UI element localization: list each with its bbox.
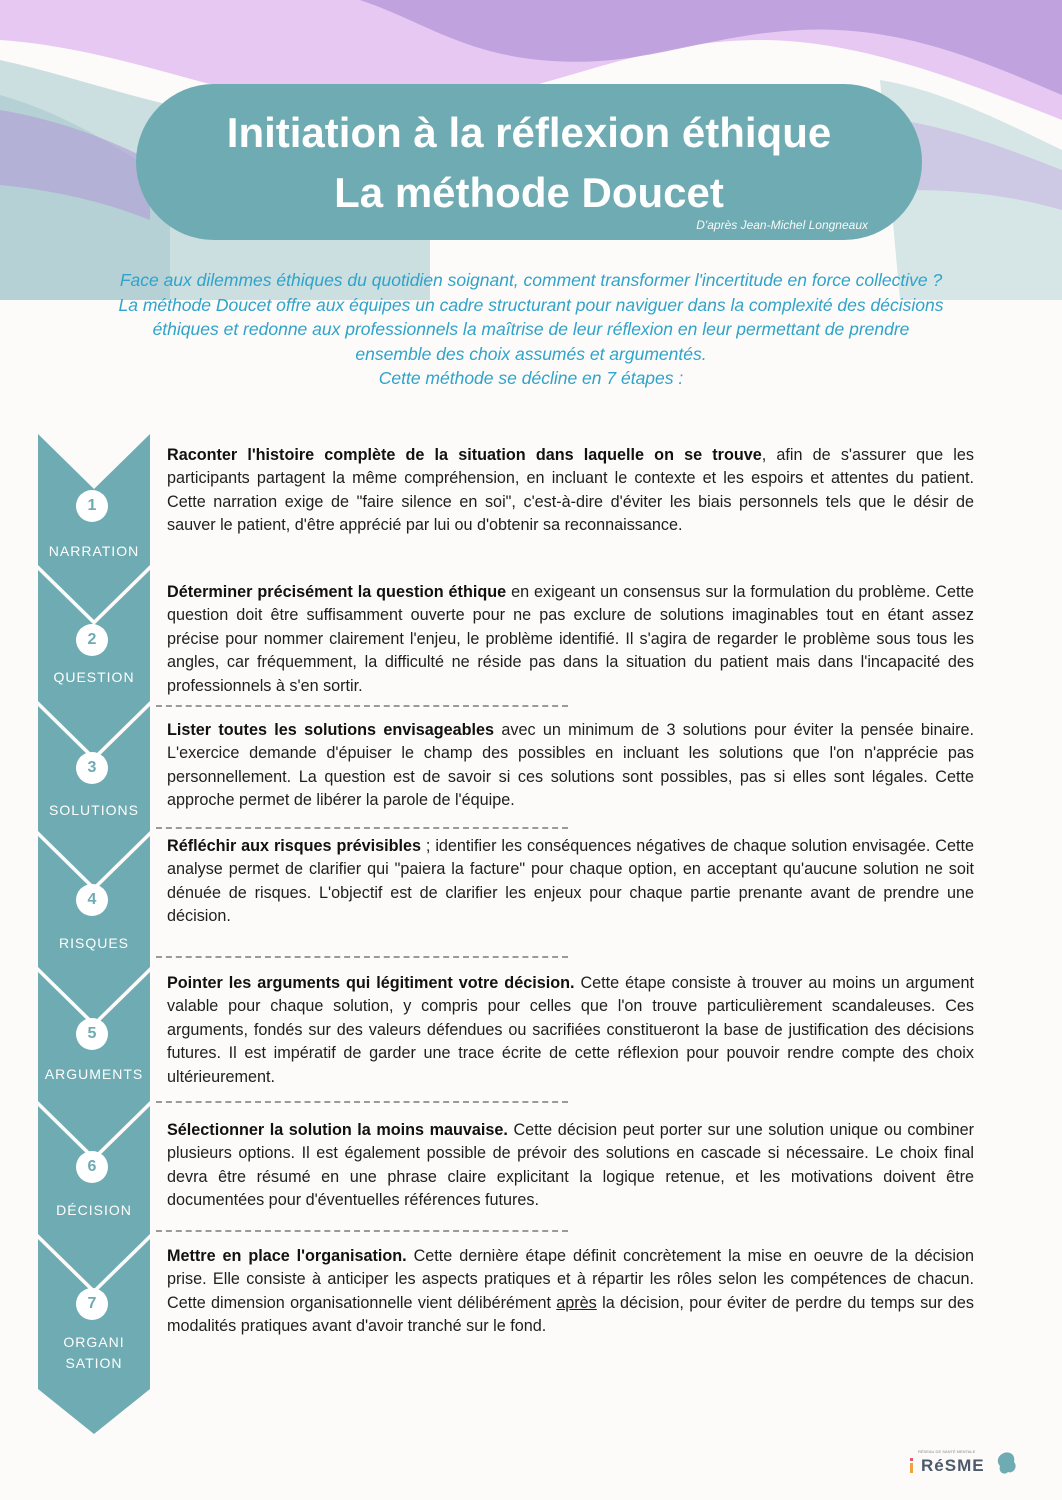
step-7-heading: Mettre en place l'organisation. bbox=[167, 1247, 407, 1265]
step-3-text bbox=[167, 719, 974, 813]
step-number-4: 4 bbox=[76, 884, 108, 916]
step-number-6: 6 bbox=[76, 1151, 108, 1183]
dashed-divider bbox=[156, 827, 568, 829]
step-label-narration: NARRATION bbox=[48, 543, 140, 559]
step-label-organisation-2: SATION bbox=[65, 1355, 123, 1371]
intro-line: Face aux dilemmes éthiques du quotidien soignant, comment transformer l'incertitude en force collective ? bbox=[119, 270, 943, 290]
step-3-heading: Lister toutes les solutions envisageables bbox=[167, 721, 495, 739]
step-1-text bbox=[167, 444, 974, 538]
page-subtitle: La méthode Doucet bbox=[334, 169, 724, 216]
step-number-2: 2 bbox=[76, 624, 108, 656]
page-title: Initiation à la réflexion éthique bbox=[226, 109, 832, 156]
dashed-divider bbox=[156, 705, 568, 707]
step-1-body: , afin de s'assurer que les participants partagent la même compréhension, en incluant le contexte et les espoirs et attentes du patient. Cette narration exige de "faire silence en soi", c'est-à-dire d'éviter les biais personnels tels que le désir de sauver le patient, d'être apprécié par lui ou d'obtenir sa reconnaissance. bbox=[167, 446, 974, 535]
step-label-solutions: SOLUTIONS bbox=[49, 802, 139, 818]
intro-paragraph bbox=[40, 268, 1022, 391]
step-7-emphasis: après bbox=[556, 1293, 597, 1312]
logo-text: RéSME bbox=[921, 1456, 985, 1475]
step-7-text bbox=[167, 1245, 974, 1339]
step-6-text bbox=[167, 1119, 974, 1213]
intro-line: éthiques et redonne aux professionnels la maîtrise de leur réflexion en leur permettant de prendre bbox=[152, 319, 910, 339]
step-7-body-end: la décision, pour éviter de perdre du temps sur des modalités pratiques avant d'avoir tranché sur le fond. bbox=[167, 1293, 974, 1336]
step-number-7: 7 bbox=[76, 1288, 108, 1320]
intro-line: La méthode Doucet offre aux équipes un cadre structurant pour naviguer dans la complexité des décisions bbox=[118, 294, 944, 315]
step-label-question: QUESTION bbox=[53, 669, 135, 685]
dashed-divider bbox=[156, 1101, 568, 1103]
step-6-heading: Sélectionner la solution la moins mauvaise. bbox=[167, 1121, 508, 1139]
step-number-3: 3 bbox=[76, 752, 108, 784]
step-1-heading: Raconter l'histoire complète de la situation dans laquelle on se trouve bbox=[167, 446, 762, 464]
dashed-divider bbox=[156, 956, 568, 958]
step-number-1: 1 bbox=[76, 490, 108, 522]
dashed-divider bbox=[156, 1230, 568, 1232]
step-label-risques: RISQUES bbox=[58, 935, 129, 951]
step-7-body: Cette dernière étape définit concrètement la mise en oeuvre de la décision prise. Elle consiste à anticiper les aspects pratiques et à répartir les rôles selon les compétences de chacun. Cette dimension organisationnelle vient délibérément bbox=[167, 1247, 974, 1312]
step-4-body: ; identifier les conséquences négatives de chaque solution envisagée. Cette analyse permet de clarifier qui "paiera la facture" pour chaque option, en acceptant qu'aucune solution ne soit dénuée de risques. L'objectif est de clarifier les enjeux pour chaque partie prenante avant de prendre une décision. bbox=[167, 837, 974, 926]
step-label-arguments: ARGUMENTS bbox=[44, 1066, 144, 1082]
step-4-text bbox=[167, 835, 974, 929]
step-3-body: avec un minimum de 3 solutions pour éviter la pensée binaire. L'exercice demande d'épuiser le champ des possibles en incluant les solutions que l'on n'apprécie pas personnellement. La question est de savoir si ces solutions sont possibles, pas si elles sont légales. Cette approche permet de libérer la parole de l'équipe. bbox=[167, 721, 975, 810]
logo-tagline: RÉSEAU DE SANTÉ MENTALE bbox=[918, 1449, 976, 1454]
step-2-heading: Déterminer précisément la question éthique bbox=[167, 583, 507, 601]
step-5-heading: Pointer les arguments qui légitiment votre décision. bbox=[167, 974, 575, 992]
step-5-text bbox=[167, 972, 974, 1089]
author-credit: D'après Jean-Michel Longneaux bbox=[696, 218, 868, 232]
step-2-body: en exigeant un consensus sur la formulation du problème. Cette question doit être suffisamment ouverte pour ne pas exclure de solutions imaginables tout en étant assez précise pour nommer clairement l'enjeu, le problème identifié. Il s'agira de regarder le problème sous tous les angles, car fréquemment, la difficulté ne réside pas dans la situation du patient mais dans l'incapacité des professionnels à s'en sortir. bbox=[167, 583, 974, 695]
intro-line: ensemble des choix assumés et argumentés. bbox=[355, 343, 707, 364]
step-5-body: Cette étape consiste à trouver au moins un argument valable pour chaque solution, y compris pour celles que l'on trouve particulièrement scandaleuses. Ces arguments, fondés sur des valeurs défendues ou sacrifiées constitueront la base de justification des décisions futures. Il est impératif de garder une trace écrite de cette réflexion pour pouvoir rendre compte des choix ultérieurement. bbox=[167, 974, 974, 1086]
step-number-5: 5 bbox=[76, 1018, 108, 1050]
step-label-organisation-1: ORGANI bbox=[63, 1334, 125, 1350]
step-label-decision: DÉCISION bbox=[56, 1202, 132, 1218]
step-6-body: Cette décision peut porter sur une solution unique ou combiner plusieurs options. Il est également possible de prévoir des solutions en cascade si nécessaire. Le choix final devra être résumé en une phrase claire explicitant la logique retenue, et les motivations doivent être documentées pour d'éventuelles références futures. bbox=[167, 1121, 974, 1210]
step-2-text bbox=[167, 581, 974, 698]
step-4-heading: Réfléchir aux risques prévisibles bbox=[167, 837, 422, 855]
intro-line: Cette méthode se décline en 7 étapes : bbox=[378, 368, 684, 388]
